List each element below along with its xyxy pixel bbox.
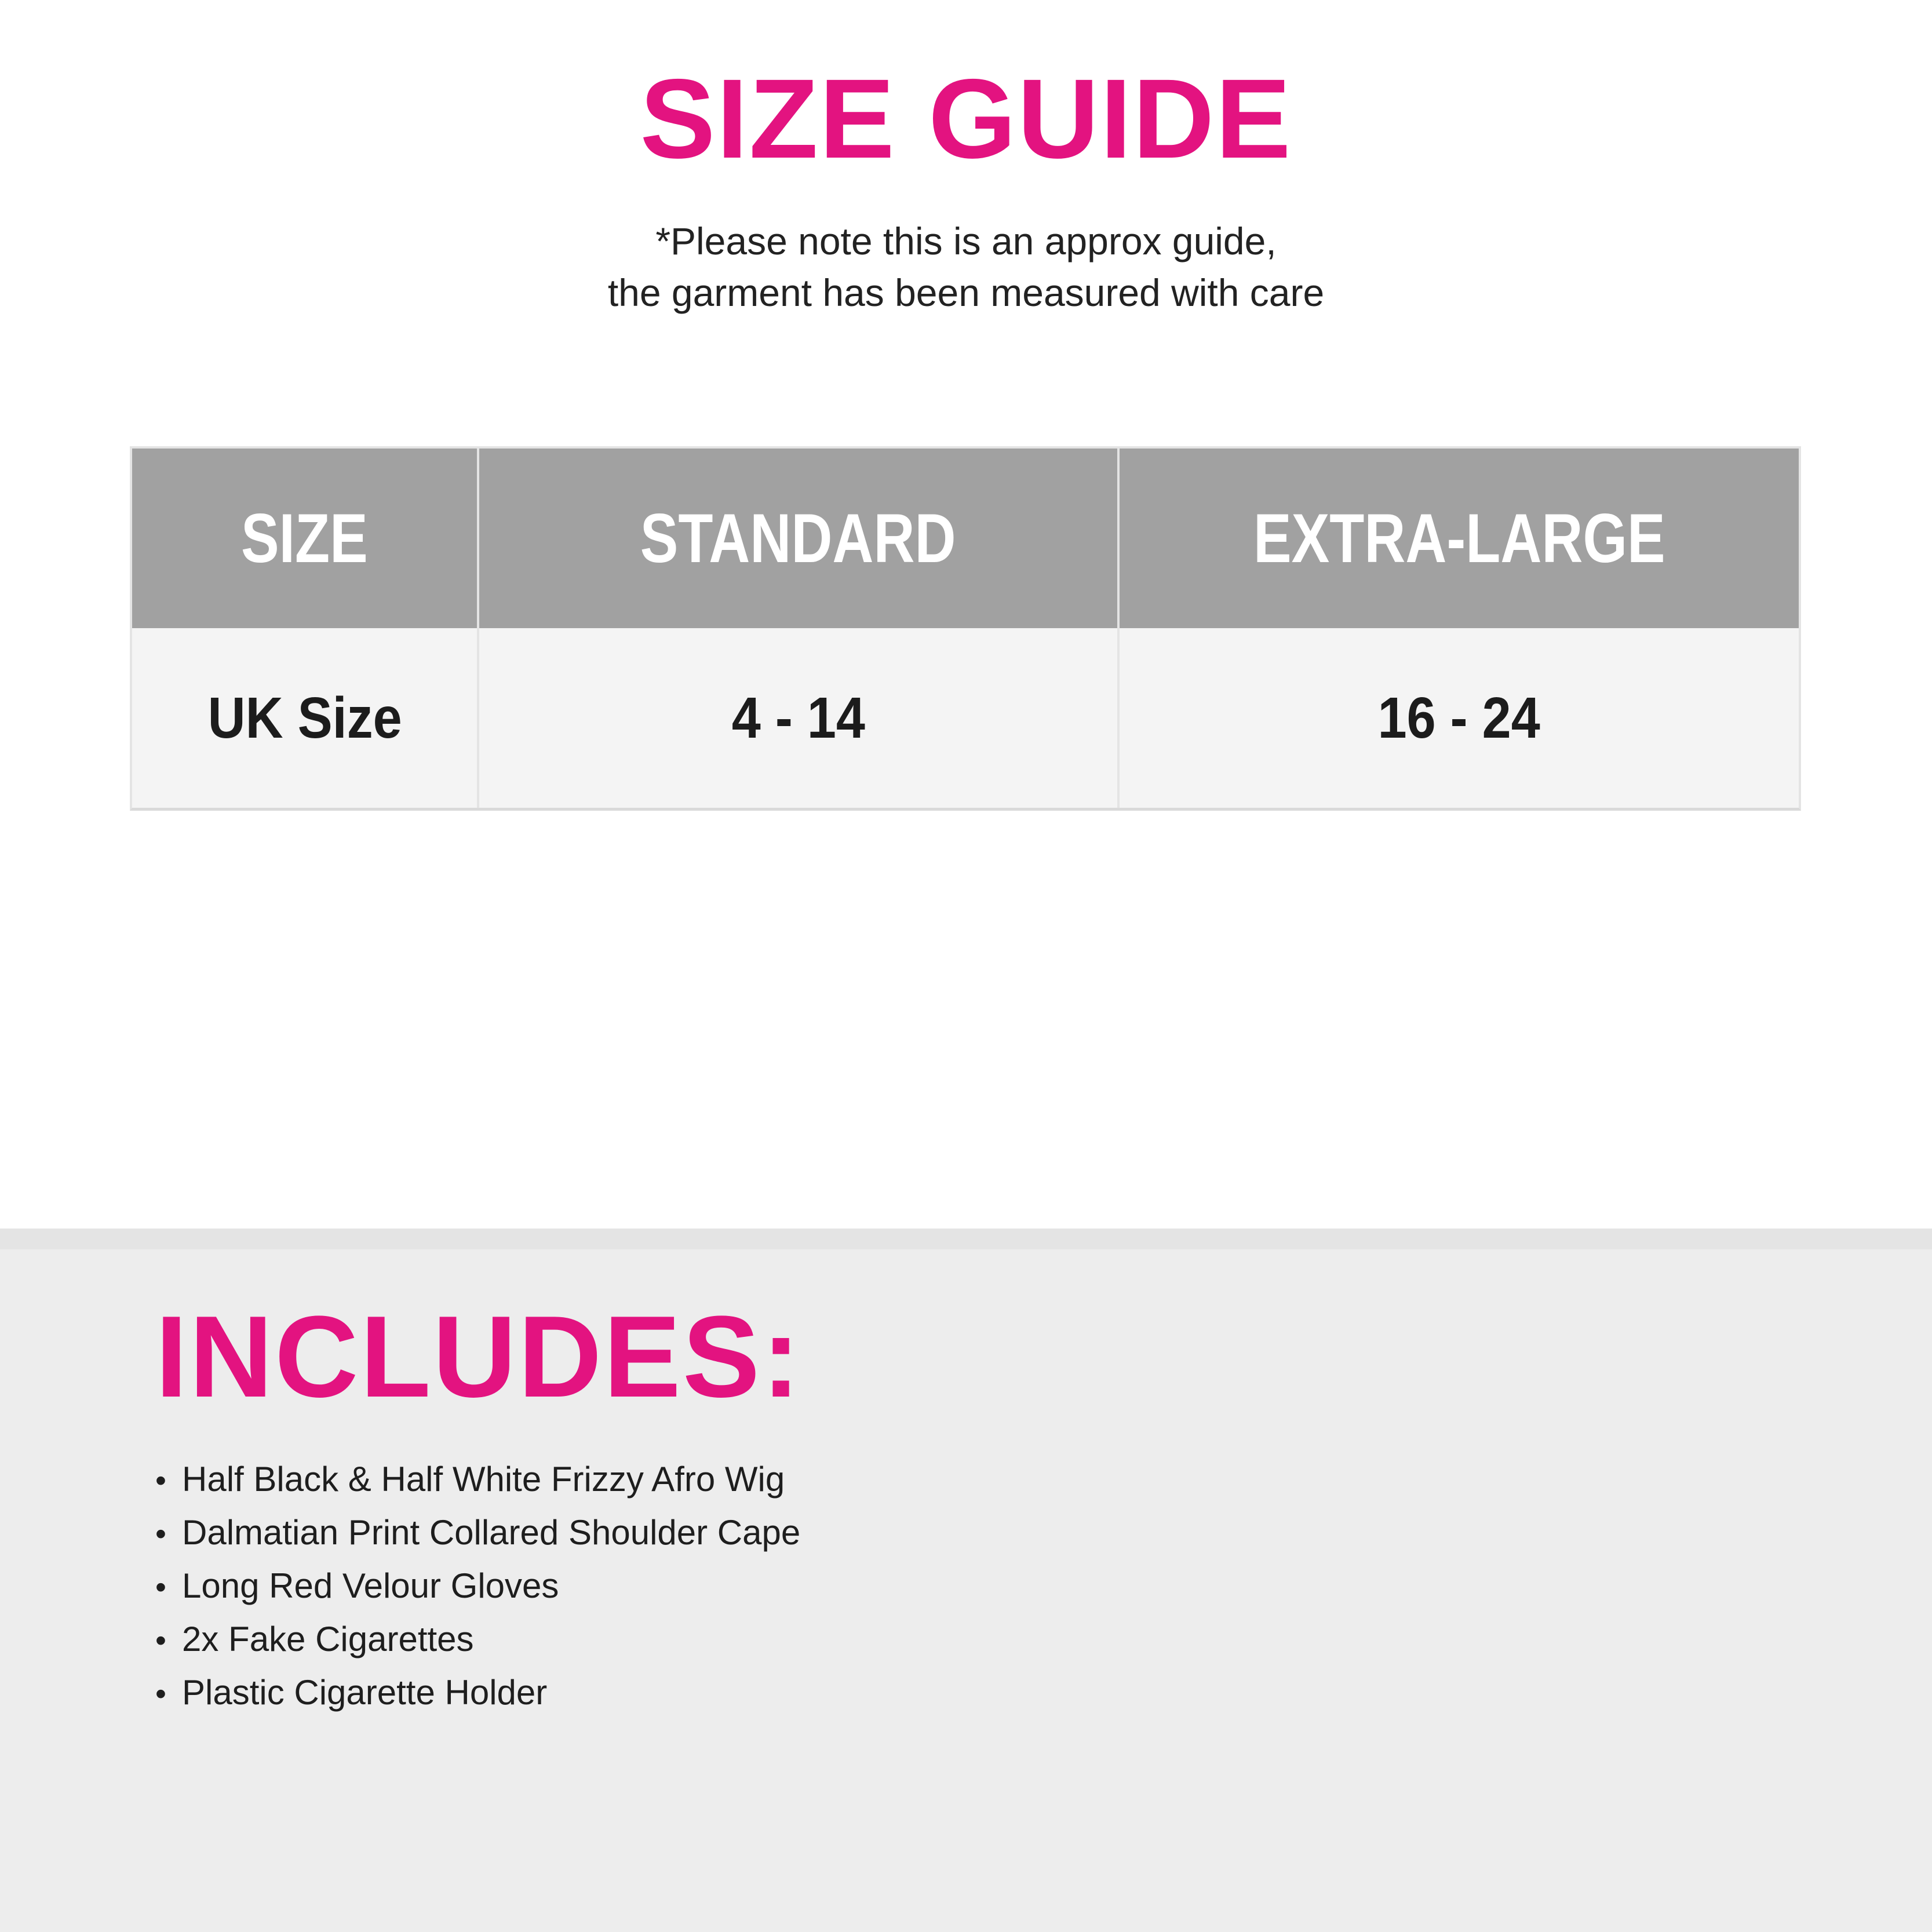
size-table-header-extra-large-label: EXTRA-LARGE xyxy=(1253,500,1665,577)
list-item-text: Long Red Velour Gloves xyxy=(182,1566,559,1605)
bullet-icon: • xyxy=(155,1463,166,1498)
uk-size-extra-large-value-cell xyxy=(1117,628,1799,808)
includes-list xyxy=(155,1453,800,1720)
includes-panel xyxy=(0,1229,1932,1932)
uk-size-standard-value-cell xyxy=(477,628,1117,808)
list-item-text: Dalmatian Print Collared Shoulder Cape xyxy=(182,1513,801,1552)
bullet-icon: • xyxy=(155,1517,166,1551)
list-item xyxy=(155,1560,800,1613)
uk-size-standard-value: 4 - 14 xyxy=(731,685,865,750)
size-table-header-standard-label: STANDARD xyxy=(640,500,956,577)
list-item-text: Plastic Cigarette Holder xyxy=(182,1673,548,1712)
uk-size-extra-large-value: 16 - 24 xyxy=(1377,685,1540,750)
page-title: SIZE GUIDE xyxy=(640,56,1292,182)
subtitle-line-2: the garment has been measured with care xyxy=(607,271,1325,314)
bullet-icon: • xyxy=(155,1570,166,1605)
size-table-header-size xyxy=(132,449,477,628)
size-table-header-row xyxy=(132,449,1799,628)
bullet-icon: • xyxy=(155,1623,166,1658)
size-table-header-extra-large xyxy=(1117,449,1799,628)
size-table xyxy=(130,446,1801,811)
list-item-text: 2x Fake Cigarettes xyxy=(182,1620,474,1658)
list-item xyxy=(155,1453,800,1507)
list-item xyxy=(155,1667,800,1720)
subtitle-line-1: *Please note this is an approx guide, xyxy=(655,220,1277,263)
list-item xyxy=(155,1507,800,1560)
size-table-header-size-label: SIZE xyxy=(241,500,369,577)
size-table-header-standard xyxy=(477,449,1117,628)
bullet-icon: • xyxy=(155,1676,166,1711)
list-item xyxy=(155,1613,800,1667)
subtitle-note xyxy=(0,216,1932,319)
includes-panel-top-strip xyxy=(0,1229,1932,1249)
uk-size-label: UK Size xyxy=(207,685,402,750)
list-item-text: Half Black & Half White Frizzy Afro Wig xyxy=(182,1460,785,1499)
uk-size-label-cell xyxy=(132,628,477,808)
includes-heading: INCLUDES: xyxy=(155,1292,802,1421)
size-table-row-uk-size xyxy=(132,628,1799,808)
